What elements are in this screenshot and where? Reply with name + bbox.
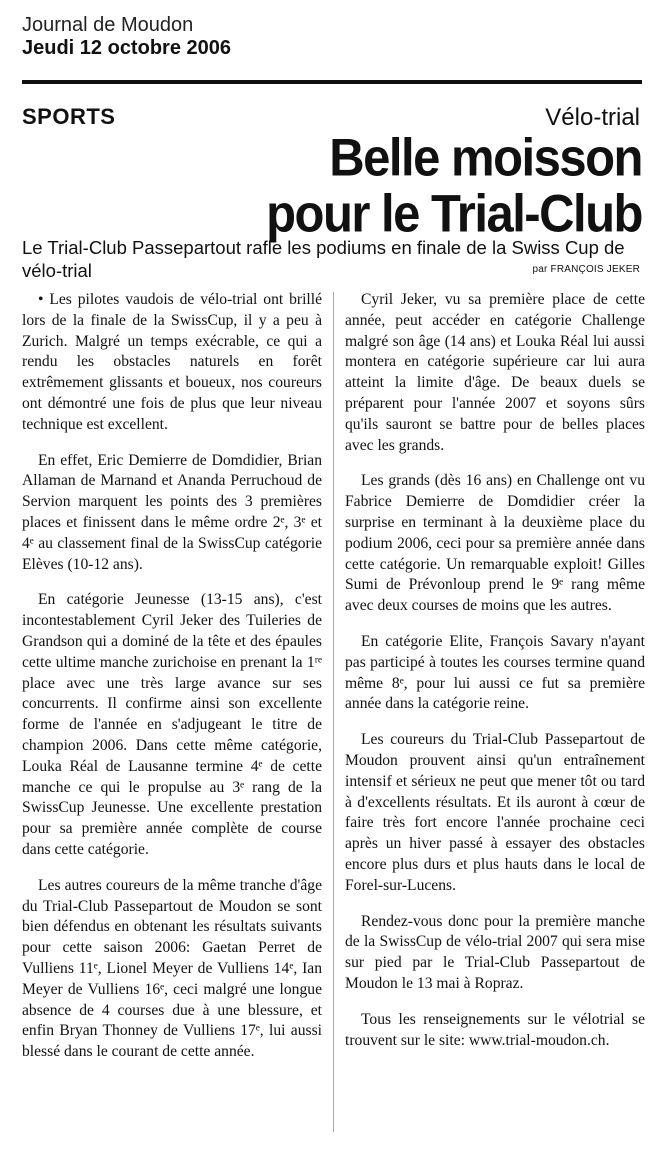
column-divider bbox=[333, 292, 334, 1132]
subhead: Le Trial-Club Passepartout rafle les podiums en finale de la Swiss Cup de vélo-trial bbox=[22, 237, 625, 281]
paragraph: En catégorie Elite, François Savary n'ayant pas participé à toutes les courses termine quand même 8ᵉ, pour lui aussi ce fut sa première année dans la catégorie reine. bbox=[345, 632, 645, 713]
paragraph: Rendez-vous donc pour la première manche de la SwissCup de vélo-trial 2007 qui sera mise sur pied par le Trial-Club Passepartout de Moudon le 13 mai à Ropraz. bbox=[345, 912, 645, 992]
paragraph: Les autres coureurs de la même tranche d'âge du Trial-Club Passepartout de Moudon se sont bien défendus en obtenant les résultats suivants pour cette saison 2006: Gaetan Perret de Vulliens 11ᵉ, Lionel Meyer de Vulliens 14ᵉ, Ian Meyer de Vulliens 16ᵉ, ceci malgré une longue absence de 4 courses due à une blessure, et enfin Bryan Thonney de Vulliens 17ᵉ, lui aussi blessé dans le courant de cette année. bbox=[22, 876, 322, 1061]
paragraph: Les grands (dès 16 ans) en Challenge ont vu Fabrice Demierre de Domdidier créer la surprise en terminant à la deuxième place du podium 2006, ceci pour sa première année dans cette catégorie. Un remarquable exploit! Gilles Sumi de Prévonloup prend le 9ᵉ rang même avec deux courses de moins que les autres. bbox=[345, 472, 645, 615]
paragraph: En catégorie Jeunesse (13-15 ans), c'est incontestablement Cyril Jeker des Tuileries de Grandson qui a dominé de la tête et des épaules cette ultime manche zurichoise en prenant la 1ʳᵉ place avec une très large avance sur ses concurrents. Il confirme ainsi son excellente forme de l'année en s'adjugeant le titre de champion 2006. Dans cette même catégorie, Louka Réal de Lausanne termine 4ᵉ de cette manche ce qui le propulse au 3ᵉ rang de la SwissCup Jeunesse. Une excellente prestation pour sa première année complète de course dans cette catégorie. bbox=[22, 591, 322, 858]
headline-line-2: pour le Trial-Club bbox=[266, 185, 642, 244]
byline: par FRANÇOIS JEKER bbox=[532, 264, 640, 275]
masthead bbox=[22, 14, 642, 60]
paragraph: Cyril Jeker, vu sa première place de cette année, peut accéder en catégorie Challenge malgré son âge (14 ans) et Louka Réal lui aussi montera en catégorie supérieure car lui aura atteint la limite d'âge. De beaux duels se préparent pour l'année 2007 et soyons sûrs qu'ils sauront se battre pour de belles places avec les grands. bbox=[345, 291, 645, 454]
paragraph: En effet, Eric Demierre de Domdidier, Brian Allaman de Marnand et Ananda Perruchoud de Servion marquent les points des 3 premières places et finissent dans le même ordre 2ᵉ, 3ᵉ et 4ᵉ au classement final de la SwissCup catégorie Elèves (10-12 ans). bbox=[22, 451, 322, 573]
article-column-right bbox=[345, 290, 645, 1051]
kicker: Vélo-trial bbox=[545, 104, 640, 131]
top-rule bbox=[22, 80, 642, 84]
headline bbox=[82, 130, 642, 242]
paragraph: • Les pilotes vaudois de vélo-trial ont brillé lors de la finale de la SwissCup, il y a peu à Zurich. Malgré un temps exécrable, ce qui a rendu les obstacles naturels en forêt extrêmement glissants et boueux, nos coureurs ont démontré une fois de plus que leur niveau technique est excellent. bbox=[22, 291, 322, 433]
article-column-left bbox=[22, 290, 322, 1063]
publication-name: Journal de Moudon bbox=[22, 14, 194, 36]
paragraph: Les coureurs du Trial-Club Passepartout de Moudon prouvent ainsi qu'un entraînement intensif et sérieux ne peut que mener tôt ou tard à d'excellents résultats. Et ils auront à cœur de faire très fort encore l'année prochaine ceci après un hiver passé à essayer des obstacles encore plus durs et plus hauts dans le local de Forel-sur-Lucens. bbox=[345, 731, 645, 894]
paragraph: Tous les renseignements sur le vélotrial se trouvent sur le site: www.trial-moudon.ch. bbox=[345, 1010, 645, 1049]
publication-date: Jeudi 12 octobre 2006 bbox=[22, 37, 231, 59]
section-label: SPORTS bbox=[22, 104, 116, 129]
headline-line-1: Belle moisson bbox=[329, 128, 642, 188]
